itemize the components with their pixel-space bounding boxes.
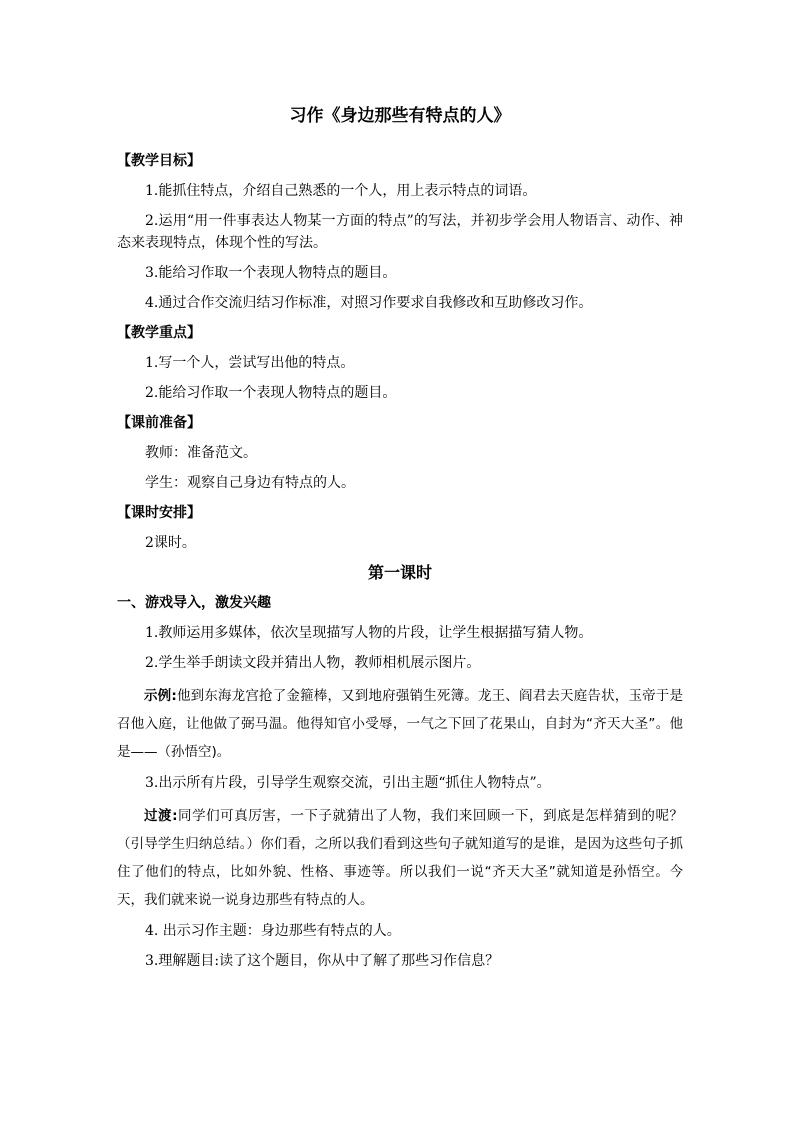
example-text: 他到东海龙宫抢了金箍棒，又到地府强销生死簿。龙王、阎君去天庭告状，玉帝于是召他入庭，让他做了弼马温。他得知官小受辱，一气之下回了花果山，自封为“齐天大圣”。他是——（孙悟空)。 bbox=[117, 688, 683, 760]
section-heading: 一、游戏导入，激发兴趣 bbox=[117, 595, 271, 611]
step-item: 1.教师运用多媒体，依次呈现描写人物的片段，让学生根据描写猜人物。 bbox=[145, 625, 593, 641]
key-point-item: 2.能给习作取一个表现人物特点的题目。 bbox=[145, 385, 397, 401]
objective-item: 3.能给习作取一个表现人物特点的题目。 bbox=[145, 265, 397, 281]
transition-paragraph bbox=[117, 802, 683, 914]
step-item: 4. 出示习作主题：身边那些有特点的人。 bbox=[145, 923, 401, 939]
key-points-heading: 【教学重点】 bbox=[117, 325, 201, 341]
key-point-item: 1.写一个人，尝试写出他的特点。 bbox=[145, 355, 355, 371]
example-paragraph bbox=[117, 682, 683, 766]
example-tag: 示例: bbox=[144, 688, 177, 704]
transition-text: 同学们可真厉害，一下子就猜出了人物，我们来回顾一下，到底是怎样猜到的呢？（引导学生归纳总结。）你们看，之所以我们看到这些句子就知道写的是谁，是因为这些句子抓住了他们的特点，比如外貌、性格、事迹等。所以我们一说“齐天大圣”就知道是孙悟空。今天，我们就来说一说身边那些有特点的人。 bbox=[117, 808, 683, 908]
preparation-heading: 【课前准备】 bbox=[117, 415, 201, 431]
objective-item: 4.通过合作交流归结习作标准，对照习作要求自我修改和互助修改习作。 bbox=[145, 295, 593, 311]
schedule-heading: 【课时安排】 bbox=[117, 505, 201, 521]
document-title: 习作《身边那些有特点的人》 bbox=[289, 106, 511, 126]
objective-item: 1.能抓住特点，介绍自己熟悉的一个人，用上表示特点的词语。 bbox=[145, 183, 537, 199]
step-item: 2.学生举手朗读文段并猜出人物，教师相机展示图片。 bbox=[145, 655, 481, 671]
lesson-title: 第一课时 bbox=[367, 563, 432, 582]
document-body bbox=[117, 104, 683, 980]
objective-item: 2.运用“用一件事表达人物某一方面的特点”的写法，并初步学会用人物语言、动作、神态来表现特点，体现个性的写法。 bbox=[117, 213, 683, 251]
preparation-item: 教师：准备范文。 bbox=[145, 445, 257, 461]
preparation-item: 学生：观察自己身边有特点的人。 bbox=[145, 475, 355, 491]
step-item: 3.理解题目:读了这个题目，你从中了解了那些习作信息？ bbox=[145, 953, 500, 969]
transition-tag: 过渡: bbox=[144, 808, 178, 824]
schedule-text: 2课时。 bbox=[145, 535, 196, 551]
step-item: 3.出示所有片段，引导学生观察交流，引出主题“抓住人物特点”。 bbox=[145, 775, 551, 791]
objectives-heading: 【教学目标】 bbox=[117, 153, 201, 169]
